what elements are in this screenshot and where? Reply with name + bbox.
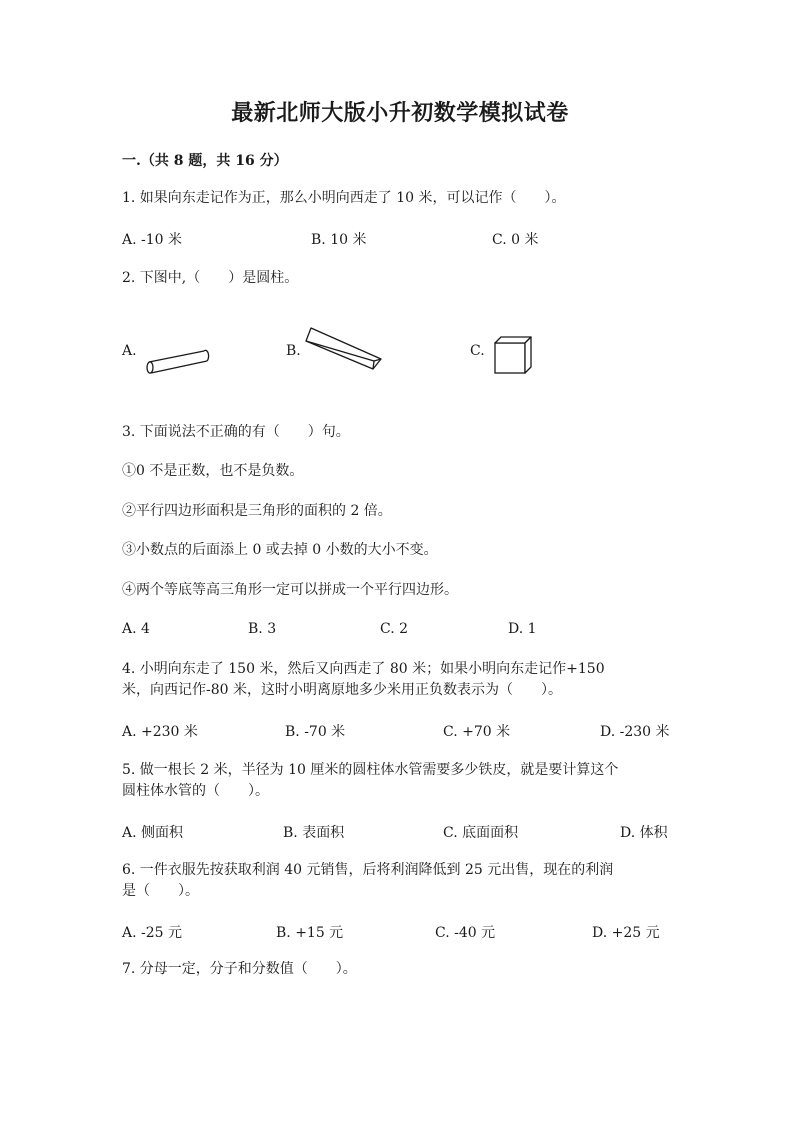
section-header: 一.（共 8 题，共 16 分） bbox=[122, 153, 288, 169]
question-6-line-2: 是（ ）。 bbox=[122, 883, 199, 899]
question-5-line-1: 5. 做一根长 2 米，半径为 10 厘米的圆柱体水管需要多少铁皮，就是要计算这个 bbox=[122, 762, 619, 778]
q4-option-a: A. +230 米 bbox=[122, 724, 198, 740]
q3-option-a: A. 4 bbox=[122, 621, 150, 637]
q3-statement-2: ②平行四边形面积是三角形的面积的 2 倍。 bbox=[122, 503, 392, 519]
q6-option-d: D. +25 元 bbox=[592, 925, 660, 941]
q2-option-a: A. bbox=[122, 343, 137, 359]
question-4-line-2: 米，向西记作-80 米，这时小明离原地多少米用正负数表示为（ ）。 bbox=[122, 682, 562, 698]
q5-option-a: A. 侧面积 bbox=[122, 825, 184, 841]
triangular-prism-icon bbox=[303, 325, 385, 373]
cube-icon bbox=[492, 334, 534, 376]
q3-statement-4: ④两个等底等高三角形一定可以拼成一个平行四边形。 bbox=[122, 582, 458, 598]
q5-option-b: B. 表面积 bbox=[283, 825, 345, 841]
q4-option-b: B. -70 米 bbox=[285, 724, 346, 740]
q3-statement-3: ③小数点的后面添上 0 或去掉 0 小数的大小不变。 bbox=[122, 542, 438, 558]
page-title: 最新北师大版小升初数学模拟试卷 bbox=[231, 100, 569, 126]
question-3: 3. 下面说法不正确的有（ ）句。 bbox=[122, 424, 350, 440]
q3-option-c: C. 2 bbox=[380, 621, 409, 637]
q1-option-b: B. 10 米 bbox=[311, 232, 367, 248]
q3-option-d: D. 1 bbox=[508, 621, 537, 637]
q3-statement-1: ①0 不是正数，也不是负数。 bbox=[122, 463, 304, 479]
cylinder-rod-icon bbox=[140, 348, 215, 378]
q5-option-c: C. 底面面积 bbox=[443, 825, 519, 841]
question-6-line-1: 6. 一件衣服先按获取利润 40 元销售，后将利润降低到 25 元出售，现在的利润 bbox=[122, 862, 614, 878]
q5-option-d: D. 体积 bbox=[620, 825, 668, 841]
q6-option-c: C. -40 元 bbox=[435, 925, 496, 941]
q2-option-c: C. bbox=[470, 343, 485, 359]
question-7: 7. 分母一定，分子和分数值（ ）。 bbox=[122, 961, 357, 977]
question-1: 1. 如果向东走记作为正，那么小明向西走了 10 米，可以记作（ ）。 bbox=[122, 190, 566, 206]
question-4-line-1: 4. 小明向东走了 150 米，然后又向西走了 80 米；如果小明向东走记作+150 bbox=[122, 661, 605, 677]
q6-option-a: A. -25 元 bbox=[122, 925, 183, 941]
question-5-line-2: 圆柱体水管的（ ）。 bbox=[122, 783, 269, 799]
q4-option-d: D. -230 米 bbox=[600, 724, 670, 740]
q6-option-b: B. +15 元 bbox=[276, 925, 344, 941]
q1-option-c: C. 0 米 bbox=[492, 232, 539, 248]
question-2: 2. 下图中,（ ）是圆柱。 bbox=[122, 270, 299, 286]
q3-option-b: B. 3 bbox=[248, 621, 277, 637]
q1-option-a: A. -10 米 bbox=[122, 232, 183, 248]
q2-option-b: B. bbox=[286, 343, 301, 359]
q4-option-c: C. +70 米 bbox=[443, 724, 511, 740]
